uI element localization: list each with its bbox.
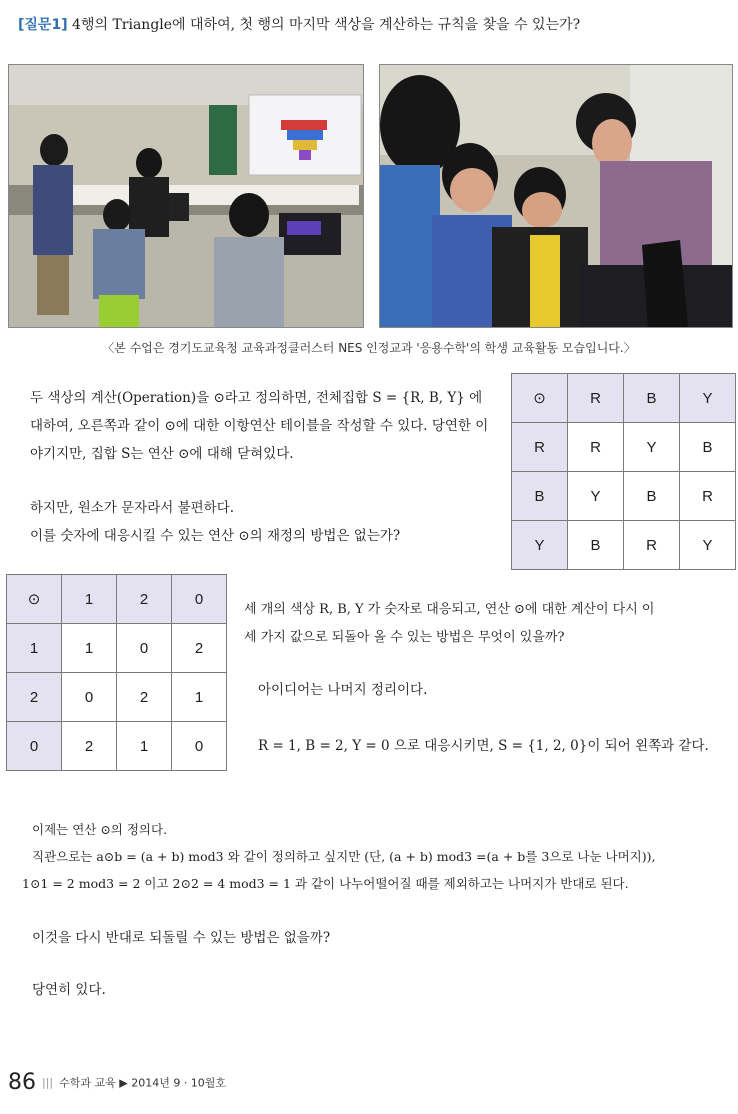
paragraph-idea xyxy=(258,676,427,704)
table-row xyxy=(512,472,736,521)
paragraph-mapping xyxy=(258,732,709,760)
table-cell: B xyxy=(568,521,624,570)
paragraph-definition xyxy=(22,816,655,897)
table-cell: B xyxy=(624,374,680,423)
table-cell: 1 xyxy=(7,624,62,673)
paragraph-line: R = 1, B = 2, Y = 0 으로 대응시키면, S = {1, 2, 0}이 되어 왼쪽과 같다. xyxy=(258,738,709,754)
paragraph-line: 이제는 연산 ⊙의 정의다. xyxy=(32,822,168,837)
paragraph-line: 이를 숫자에 대응시킬 수 있는 연산 ⊙의 재정의 방법은 없는가? xyxy=(30,528,401,544)
table-cell: 0 xyxy=(117,624,172,673)
paragraph-line: 세 가지 값으로 되돌아 올 수 있는 방법은 무엇이 있을까? xyxy=(244,630,565,645)
table-cell: 0 xyxy=(172,575,227,624)
operation-table-letters xyxy=(511,373,736,570)
photo-caption: 〈본 수업은 경기도교육청 교육과정클러스터 NES 인정교과 '응용수학'의 학생 교육활동 모습입니다.〉 xyxy=(102,341,636,355)
table-cell: 0 xyxy=(7,722,62,771)
table-cell: 0 xyxy=(172,722,227,771)
footer-journal: 수학과 교육 ▶ 2014년 9 · 10월호 xyxy=(59,1076,227,1090)
table-row xyxy=(512,374,736,423)
table-row xyxy=(512,423,736,472)
question-text: 4행의 Triangle에 대하여, 첫 행의 마지막 색상을 계산하는 규칙을 찾을 수 있는가? xyxy=(67,17,581,33)
table-cell: R xyxy=(568,423,624,472)
table-cell: 1 xyxy=(62,575,117,624)
table-row xyxy=(7,722,227,771)
operation-table-numbers xyxy=(6,574,227,771)
question-heading xyxy=(18,14,580,34)
paragraph-inconvenience xyxy=(30,494,400,550)
table-row xyxy=(7,673,227,722)
paragraph-line: 직관으로는 a⊙b = (a + b) mod3 와 같이 정의하고 싶지만 (단, (a + b) mod3 =(a + b를 3으로 나눈 나머지)), xyxy=(32,849,656,864)
paragraph-line: 세 개의 색상 R, B, Y 가 숫자로 대응되고, 연산 ⊙에 대한 계산이 다시 이 xyxy=(244,602,655,617)
table-cell: ⊙ xyxy=(512,374,568,423)
table-cell: 2 xyxy=(62,722,117,771)
classroom-photo-1 xyxy=(8,64,364,328)
table-cell: 2 xyxy=(172,624,227,673)
footer-separator: ||| xyxy=(42,1076,54,1089)
table-row xyxy=(512,521,736,570)
paragraph-line: 아이디어는 나머지 정리이다. xyxy=(258,682,428,698)
paragraph-line: 하지만, 원소가 문자라서 불편하다. xyxy=(30,500,235,516)
paragraph-line: 이것을 다시 반대로 되돌릴 수 있는 방법은 없을까? xyxy=(32,930,331,946)
paragraph-operation-definition xyxy=(30,384,488,468)
table-cell: 2 xyxy=(7,673,62,722)
paragraph-line: 1⊙1 = 2 mod3 = 2 이고 2⊙2 = 4 mod3 = 1 과 같이 나누어떨어질 때를 제외하고는 나머지가 반대로 된다. xyxy=(22,876,629,891)
table-cell: Y xyxy=(568,472,624,521)
paragraph-line: 대하여, 오른쪽과 같이 ⊙에 대한 이항연산 테이블을 작성할 수 있다. 당연한 이 xyxy=(30,418,489,434)
table-cell: Y xyxy=(512,521,568,570)
table-cell: 1 xyxy=(117,722,172,771)
paragraph-mapping-question xyxy=(244,596,654,652)
table-cell: 2 xyxy=(117,673,172,722)
table-row xyxy=(7,575,227,624)
table-cell: ⊙ xyxy=(7,575,62,624)
paragraph-line: 야기지만, 집합 S는 연산 ⊙에 대해 닫혀있다. xyxy=(30,446,294,462)
question-tag: [질문1] xyxy=(18,17,68,33)
table-cell: B xyxy=(512,472,568,521)
table-cell: 1 xyxy=(62,624,117,673)
table-cell: Y xyxy=(680,374,736,423)
paragraph-line: 두 색상의 계산(Operation)을 ⊙라고 정의하면, 전체집합 S = {R, B, Y} 에 xyxy=(30,390,483,406)
classroom-photo-1-illustration xyxy=(9,65,363,327)
paragraph-line: 당연히 있다. xyxy=(32,982,106,998)
table-cell: R xyxy=(568,374,624,423)
page-footer xyxy=(8,1070,226,1095)
paragraph-answer xyxy=(32,976,106,1004)
table-cell: 1 xyxy=(172,673,227,722)
table-cell: R xyxy=(512,423,568,472)
table-row xyxy=(7,624,227,673)
classroom-photo-2-illustration xyxy=(380,65,732,327)
table-cell: Y xyxy=(680,521,736,570)
table-cell: R xyxy=(680,472,736,521)
table-cell: R xyxy=(624,521,680,570)
table-cell: 0 xyxy=(62,673,117,722)
page-number: 86 xyxy=(8,1070,36,1095)
table-cell: B xyxy=(680,423,736,472)
table-cell: Y xyxy=(624,423,680,472)
table-cell: 2 xyxy=(117,575,172,624)
table-cell: B xyxy=(624,472,680,521)
classroom-photo-2 xyxy=(379,64,733,328)
paragraph-reverse-question xyxy=(32,924,330,952)
